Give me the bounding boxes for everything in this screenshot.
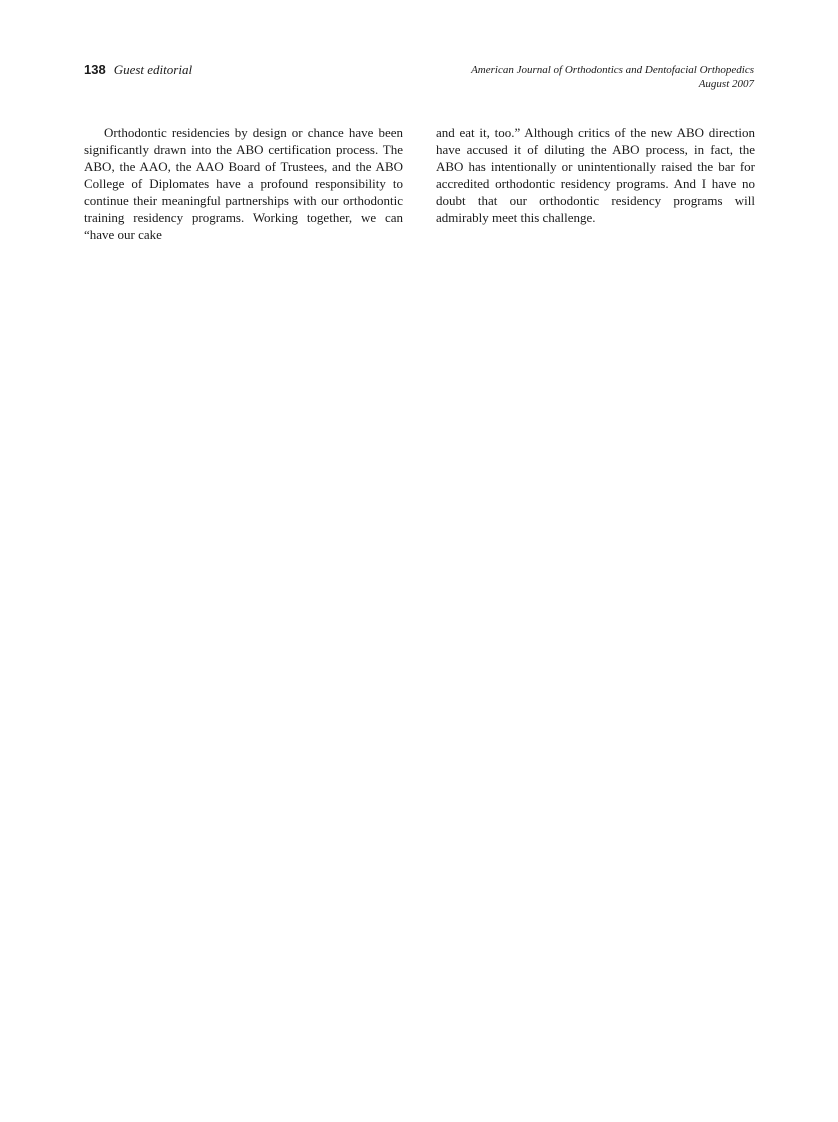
paragraph-continued: and eat it, too.” Although critics of the new ABO direction have accused it of diluting the ABO process, in fact, the ABO has intentionally or unintentionally raised the bar for accredited orthodontic residency programs. And I have no doubt that our orthodontic residency programs will admirably meet this challenge. bbox=[436, 125, 755, 225]
section-name: Guest editorial bbox=[113, 62, 193, 77]
running-head bbox=[84, 61, 754, 97]
journal-title: American Journal of Orthodontics and Dentofacial Orthopedics bbox=[471, 64, 754, 76]
running-head-right bbox=[471, 63, 754, 91]
paragraph: Orthodontic residencies by design or chance have been significantly drawn into the ABO certification process. The ABO, the AAO, the AAO Board of Trustees, and the ABO College of Diplomates have a profound responsibility to continue their meaningful partnerships with our orthodontic training residency programs. Working together, we can “have our cake bbox=[84, 125, 403, 242]
page-number: 138 bbox=[84, 62, 106, 77]
issue-date: August 2007 bbox=[698, 78, 754, 90]
column-left bbox=[84, 124, 403, 243]
running-head-left bbox=[84, 61, 192, 79]
column-right bbox=[436, 124, 755, 226]
